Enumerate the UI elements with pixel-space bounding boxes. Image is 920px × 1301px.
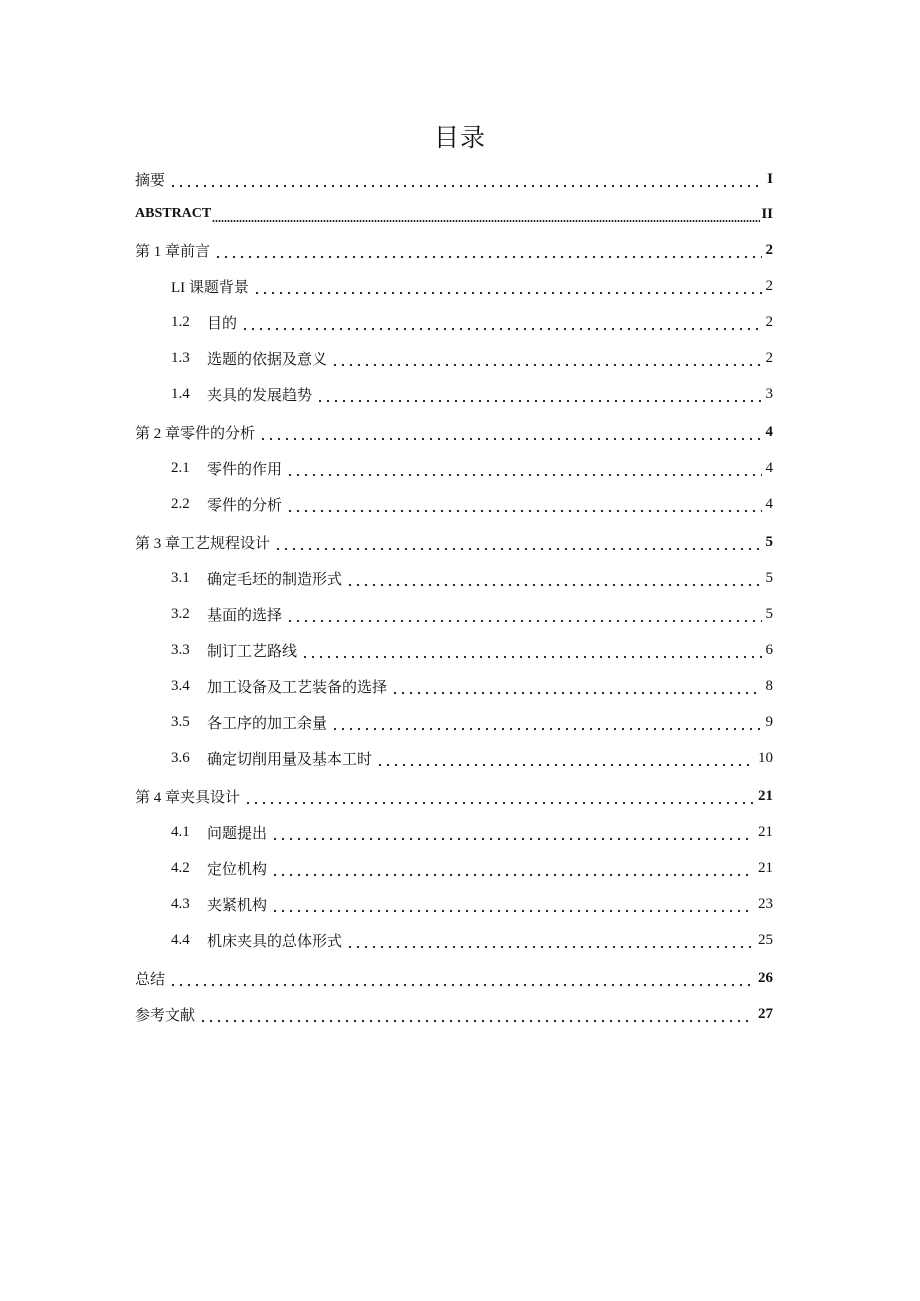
toc-entry-4-2[interactable] [171,851,773,885]
toc-leader-dots [244,787,754,805]
toc-entry-text: 摘要 [135,172,166,189]
toc-leader-dots [391,677,761,695]
toc-entry-page: 8 [765,677,773,694]
toc-leader-dots [331,349,761,367]
toc-title: 目录 [433,123,486,152]
toc-leader-dots [286,495,761,513]
toc-entry-text: ABSTRACT [135,206,212,221]
toc-leader-dots [259,423,761,441]
toc-leader-dots [169,969,754,987]
toc-entry-text: 目的 [207,315,238,332]
toc-entry-number: 3.2 [171,605,190,622]
toc-entry-page: 26 [758,969,773,986]
toc-leader-dots [271,823,754,841]
toc-entry-number: 3.5 [171,713,190,730]
toc-entry-text: 加工设备及工艺装备的选择 [207,679,388,696]
toc-entry-page: 2 [765,313,773,330]
toc-entry-text: 零件的作用 [207,461,283,478]
toc-entry-1-3[interactable] [171,341,773,375]
toc-entry-page: 5 [765,569,773,586]
toc-entry-number: 3.3 [171,641,190,658]
toc-entry-3-4[interactable] [171,669,773,703]
toc-entry-2-2[interactable] [171,487,773,521]
toc-leader-dots [241,313,761,331]
toc-entry-text: 确定毛坯的制造形式 [207,571,343,588]
toc-entry-number: 4.3 [171,895,190,912]
toc-leader-dots [376,749,754,767]
toc-entry-3-1[interactable] [171,561,773,595]
toc-entry-page: 6 [765,641,773,658]
toc-entry-conclusion[interactable] [135,961,773,995]
toc-entry-3-3[interactable] [171,633,773,667]
toc-entry-text: 确定切削用量及基本工时 [207,751,373,768]
toc-entry-page: 9 [765,713,773,730]
toc-entry-page: 4 [765,459,773,476]
toc-entry-number: 4.4 [171,931,190,948]
toc-leader-dots [286,605,761,623]
toc-entry-text: 制订工艺路线 [207,643,298,660]
toc-entry-text: 零件的分析 [207,497,283,514]
toc-entry-4-3[interactable] [171,887,773,921]
toc-entry-page: II [761,205,773,222]
toc-entry-number: 1.3 [171,349,190,366]
toc-entry-page: 10 [758,749,773,766]
toc-leader-dots [212,205,760,223]
toc-entry-page: 2 [765,349,773,366]
toc-entry-text: 总结 [135,971,166,988]
toc-entry-chapter-2[interactable] [135,415,773,449]
toc-entry-number: 2.2 [171,495,190,512]
toc-entry-text: 各工序的加工余量 [207,715,328,732]
toc-entry-text: 第 2 章零件的分析 [135,425,256,442]
toc-entry-text: 选题的依据及意义 [207,351,328,368]
toc-entry-2-1[interactable] [171,451,773,485]
toc-leader-dots [199,1005,754,1023]
toc-entry-text: 定位机构 [207,861,268,878]
toc-entry-1-2[interactable] [171,305,773,339]
toc-entry-page: 21 [758,823,773,840]
toc-entry-1-1[interactable] [171,269,773,303]
toc-entry-page: 3 [765,385,773,402]
toc-entry-page: 21 [758,787,773,804]
toc-entry-text: 第 3 章工艺规程设计 [135,535,271,552]
toc-entry-text: 参考文献 [135,1007,196,1024]
toc-entry-text: 基面的选择 [207,607,283,624]
toc-entry-text: 夹具的发展趋势 [207,387,313,404]
toc-entry-page: I [767,170,773,187]
toc-entry-1-4[interactable] [171,377,773,411]
toc-entry-page: 5 [765,605,773,622]
toc-entry-3-5[interactable] [171,705,773,739]
toc-leader-dots [274,533,761,551]
toc-leader-dots [331,713,761,731]
toc-leader-dots [286,459,761,477]
toc-leader-dots [301,641,761,659]
toc-entry-text: 第 4 章夹具设计 [135,789,241,806]
toc-entry-3-6[interactable] [171,741,773,775]
toc-entry-3-2[interactable] [171,597,773,631]
toc-entry-text: 问题提出 [207,825,268,842]
toc-leader-dots [346,569,761,587]
toc-entry-abstract-en[interactable] [135,197,773,231]
toc-entry-number: 3.4 [171,677,190,694]
toc-entry-page: 2 [765,241,773,258]
toc-entry-text: 机床夹具的总体形式 [207,933,343,950]
toc-entry-number: 1.2 [171,313,190,330]
toc-entry-page: 23 [758,895,773,912]
toc-entry-page: 4 [765,495,773,512]
toc-entry-number: 4.2 [171,859,190,876]
toc-leader-dots [346,931,754,949]
toc-leader-dots [271,895,754,913]
toc-entry-chapter-4[interactable] [135,779,773,813]
toc-entry-chapter-3[interactable] [135,525,773,559]
toc-entry-text: LI 课题背景 [171,279,249,296]
toc-entry-page: 5 [765,533,773,550]
toc-entry-text: 第 1 章前言 [135,243,211,260]
toc-entry-number: 1.4 [171,385,190,402]
toc-entry-page: 25 [758,931,773,948]
toc-entry-references[interactable] [135,997,773,1031]
toc-entry-4-1[interactable] [171,815,773,849]
toc-leader-dots [214,241,761,259]
toc-entry-text: 夹紧机构 [207,897,268,914]
toc-entry-number: 3.6 [171,749,190,766]
toc-entry-page: 4 [765,423,773,440]
toc-leader-dots [316,385,761,403]
toc-entry-abstract-cn[interactable] [135,162,773,196]
toc-entry-number: 2.1 [171,459,190,476]
toc-entry-number: 4.1 [171,823,190,840]
toc-entry-4-4[interactable] [171,923,773,957]
toc-leader-dots [253,277,762,295]
toc-entry-page: 27 [758,1005,773,1022]
toc-leader-dots [169,170,763,188]
toc-leader-dots [271,859,754,877]
toc-entry-chapter-1[interactable] [135,233,773,267]
toc-entry-page: 21 [758,859,773,876]
toc-entry-number: 3.1 [171,569,190,586]
toc-entry-page: 2 [765,277,773,294]
